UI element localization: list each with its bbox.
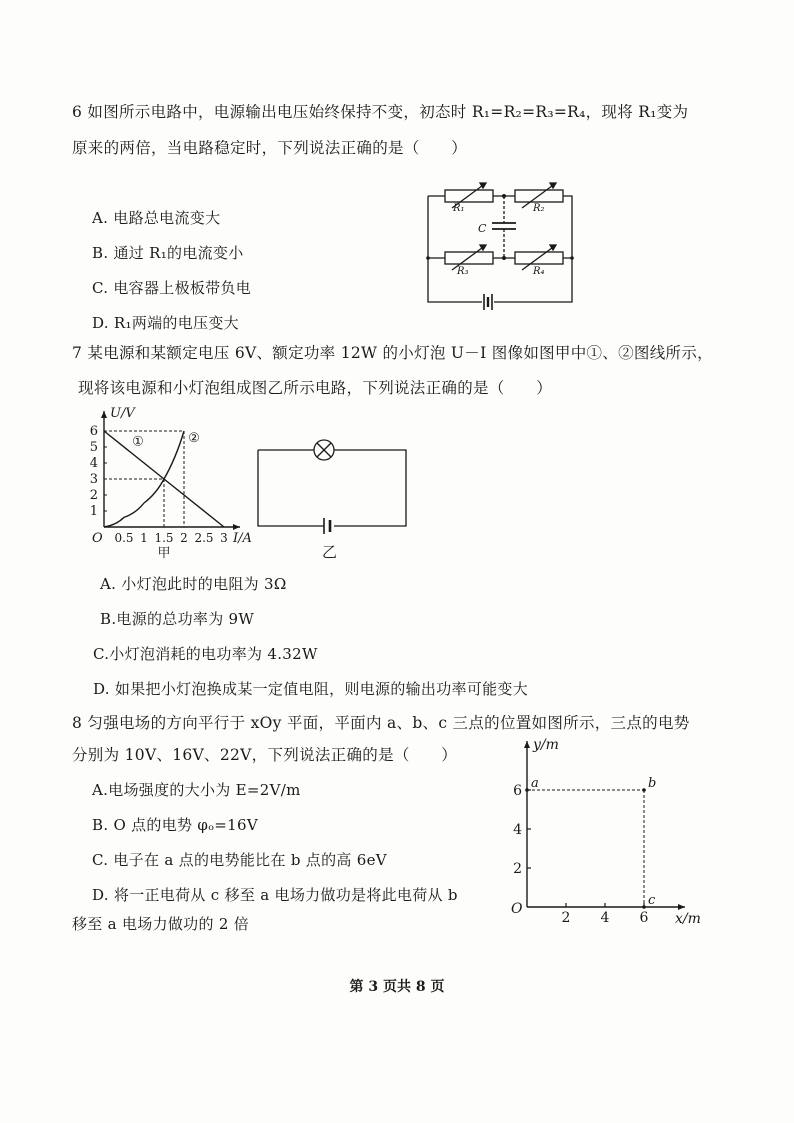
q8-stem-line2: 分别为 10V、16V、22V，下列说法正确的是（ ）: [72, 746, 458, 764]
x-tick-label: 2: [561, 910, 571, 926]
q8-coordinate-figure: [505, 735, 720, 930]
circuit-yi-label: 乙: [322, 543, 338, 561]
x-axis-arrow: [233, 524, 240, 530]
q6-option-a: A. 电路总电流变大: [92, 209, 221, 227]
y-tick-label: 2: [89, 488, 98, 503]
q7-stem-line2: 现将该电源和小灯泡组成图乙所示电路，下列说法正确的是（ ）: [78, 379, 553, 397]
series-2-label: ②: [188, 431, 200, 447]
q8-option-d: D. 将一正电荷从 c 移至 a 电场力做功是将此电荷从 b: [92, 886, 458, 904]
x-axis-arrow: [678, 904, 685, 910]
q6-option-d: D. R₁两端的电压变大: [92, 314, 239, 332]
q8-stem-line1: 8 匀强电场的方向平行于 xOy 平面，平面内 a、b、c 三点的位置如图所示，三点的电势: [72, 714, 690, 732]
y-axis-arrow: [101, 411, 107, 418]
y-tick-label: 2: [513, 861, 522, 877]
point-c: [642, 905, 646, 909]
y-tick-label: 3: [89, 472, 98, 487]
x-axis-label: x/m: [675, 911, 701, 927]
point-a: [525, 788, 529, 792]
y-tick-label: 1: [89, 504, 98, 519]
q7-option-d: D. 如果把小灯泡换成某一定值电阻，则电源的输出功率可能变大: [93, 680, 529, 698]
x-tick-label: 3: [220, 531, 228, 545]
y-axis-label: y/m: [533, 737, 559, 753]
x-tick-label: 6: [639, 910, 649, 926]
label-r2: R₂: [533, 203, 545, 214]
origin-label: O: [92, 531, 103, 546]
x-tick-label: 1: [140, 531, 148, 545]
q8-option-a: A.电场强度的大小为 E=2V/m: [92, 781, 301, 799]
q8-option-d-continued: 移至 a 电场力做功的 2 倍: [72, 915, 250, 933]
x-tick-label: 0.5: [114, 531, 134, 545]
q7-ui-chart: [88, 405, 258, 565]
y-axis-label: U/V: [110, 406, 135, 421]
q7-option-a: A. 小灯泡此时的电阻为 3Ω: [100, 575, 287, 593]
q8-option-c: C. 电子在 a 点的电势能比在 b 点的高 6eV: [92, 851, 387, 869]
x-tick-label: 4: [600, 910, 610, 926]
y-tick-label: 4: [89, 456, 98, 471]
q6-option-b: B. 通过 R₁的电流变小: [92, 244, 244, 262]
x-tick-label: 1.5: [154, 531, 174, 545]
series-1-label: ①: [132, 434, 144, 450]
q6-option-c: C. 电容器上极板带负电: [92, 279, 252, 297]
y-tick-label: 4: [513, 822, 522, 838]
q7-circuit-figure: [252, 436, 412, 566]
page-footer: 第 3 页共 8 页: [349, 979, 445, 995]
point-label-b: b: [648, 776, 657, 791]
q6-stem-line1: 6 如图所示电路中，电源输出电压始终保持不变，初态时 R₁=R₂=R₃=R₄，现将 R₁变为: [72, 103, 689, 121]
label-c: C: [478, 222, 487, 235]
q8-option-b: B. O 点的电势 φₒ=16V: [92, 816, 258, 834]
label-r4: R₄: [533, 266, 545, 277]
label-r1: R₁: [453, 203, 465, 214]
x-tick-label: 2.5: [194, 531, 214, 545]
point-b: [642, 788, 646, 792]
q7-option-b: B.电源的总功率为 9W: [100, 610, 255, 628]
point-label-a: a: [531, 776, 539, 791]
origin-label: O: [511, 901, 523, 917]
y-axis-arrow: [524, 741, 530, 748]
y-tick-label: 6: [513, 783, 522, 799]
x-axis-label: I/A: [233, 531, 252, 546]
point-label-c: c: [648, 893, 656, 908]
y-tick-label: 6: [89, 424, 98, 439]
chart-title-jia: 甲: [157, 546, 171, 561]
q6-stem-line2: 原来的两倍，当电路稳定时，下列说法正确的是（ ）: [72, 139, 468, 157]
q6-circuit-figure: [420, 178, 580, 306]
label-r3: R₃: [457, 266, 469, 277]
q7-stem-line1: 7 某电源和某额定电压 6V、额定功率 12W 的小灯泡 U－I 图像如图甲中①、②图线所示，: [72, 344, 713, 362]
y-tick-label: 5: [89, 440, 98, 455]
q7-option-c: C.小灯泡消耗的电功率为 4.32W: [93, 645, 318, 663]
x-tick-label: 2: [180, 531, 188, 545]
